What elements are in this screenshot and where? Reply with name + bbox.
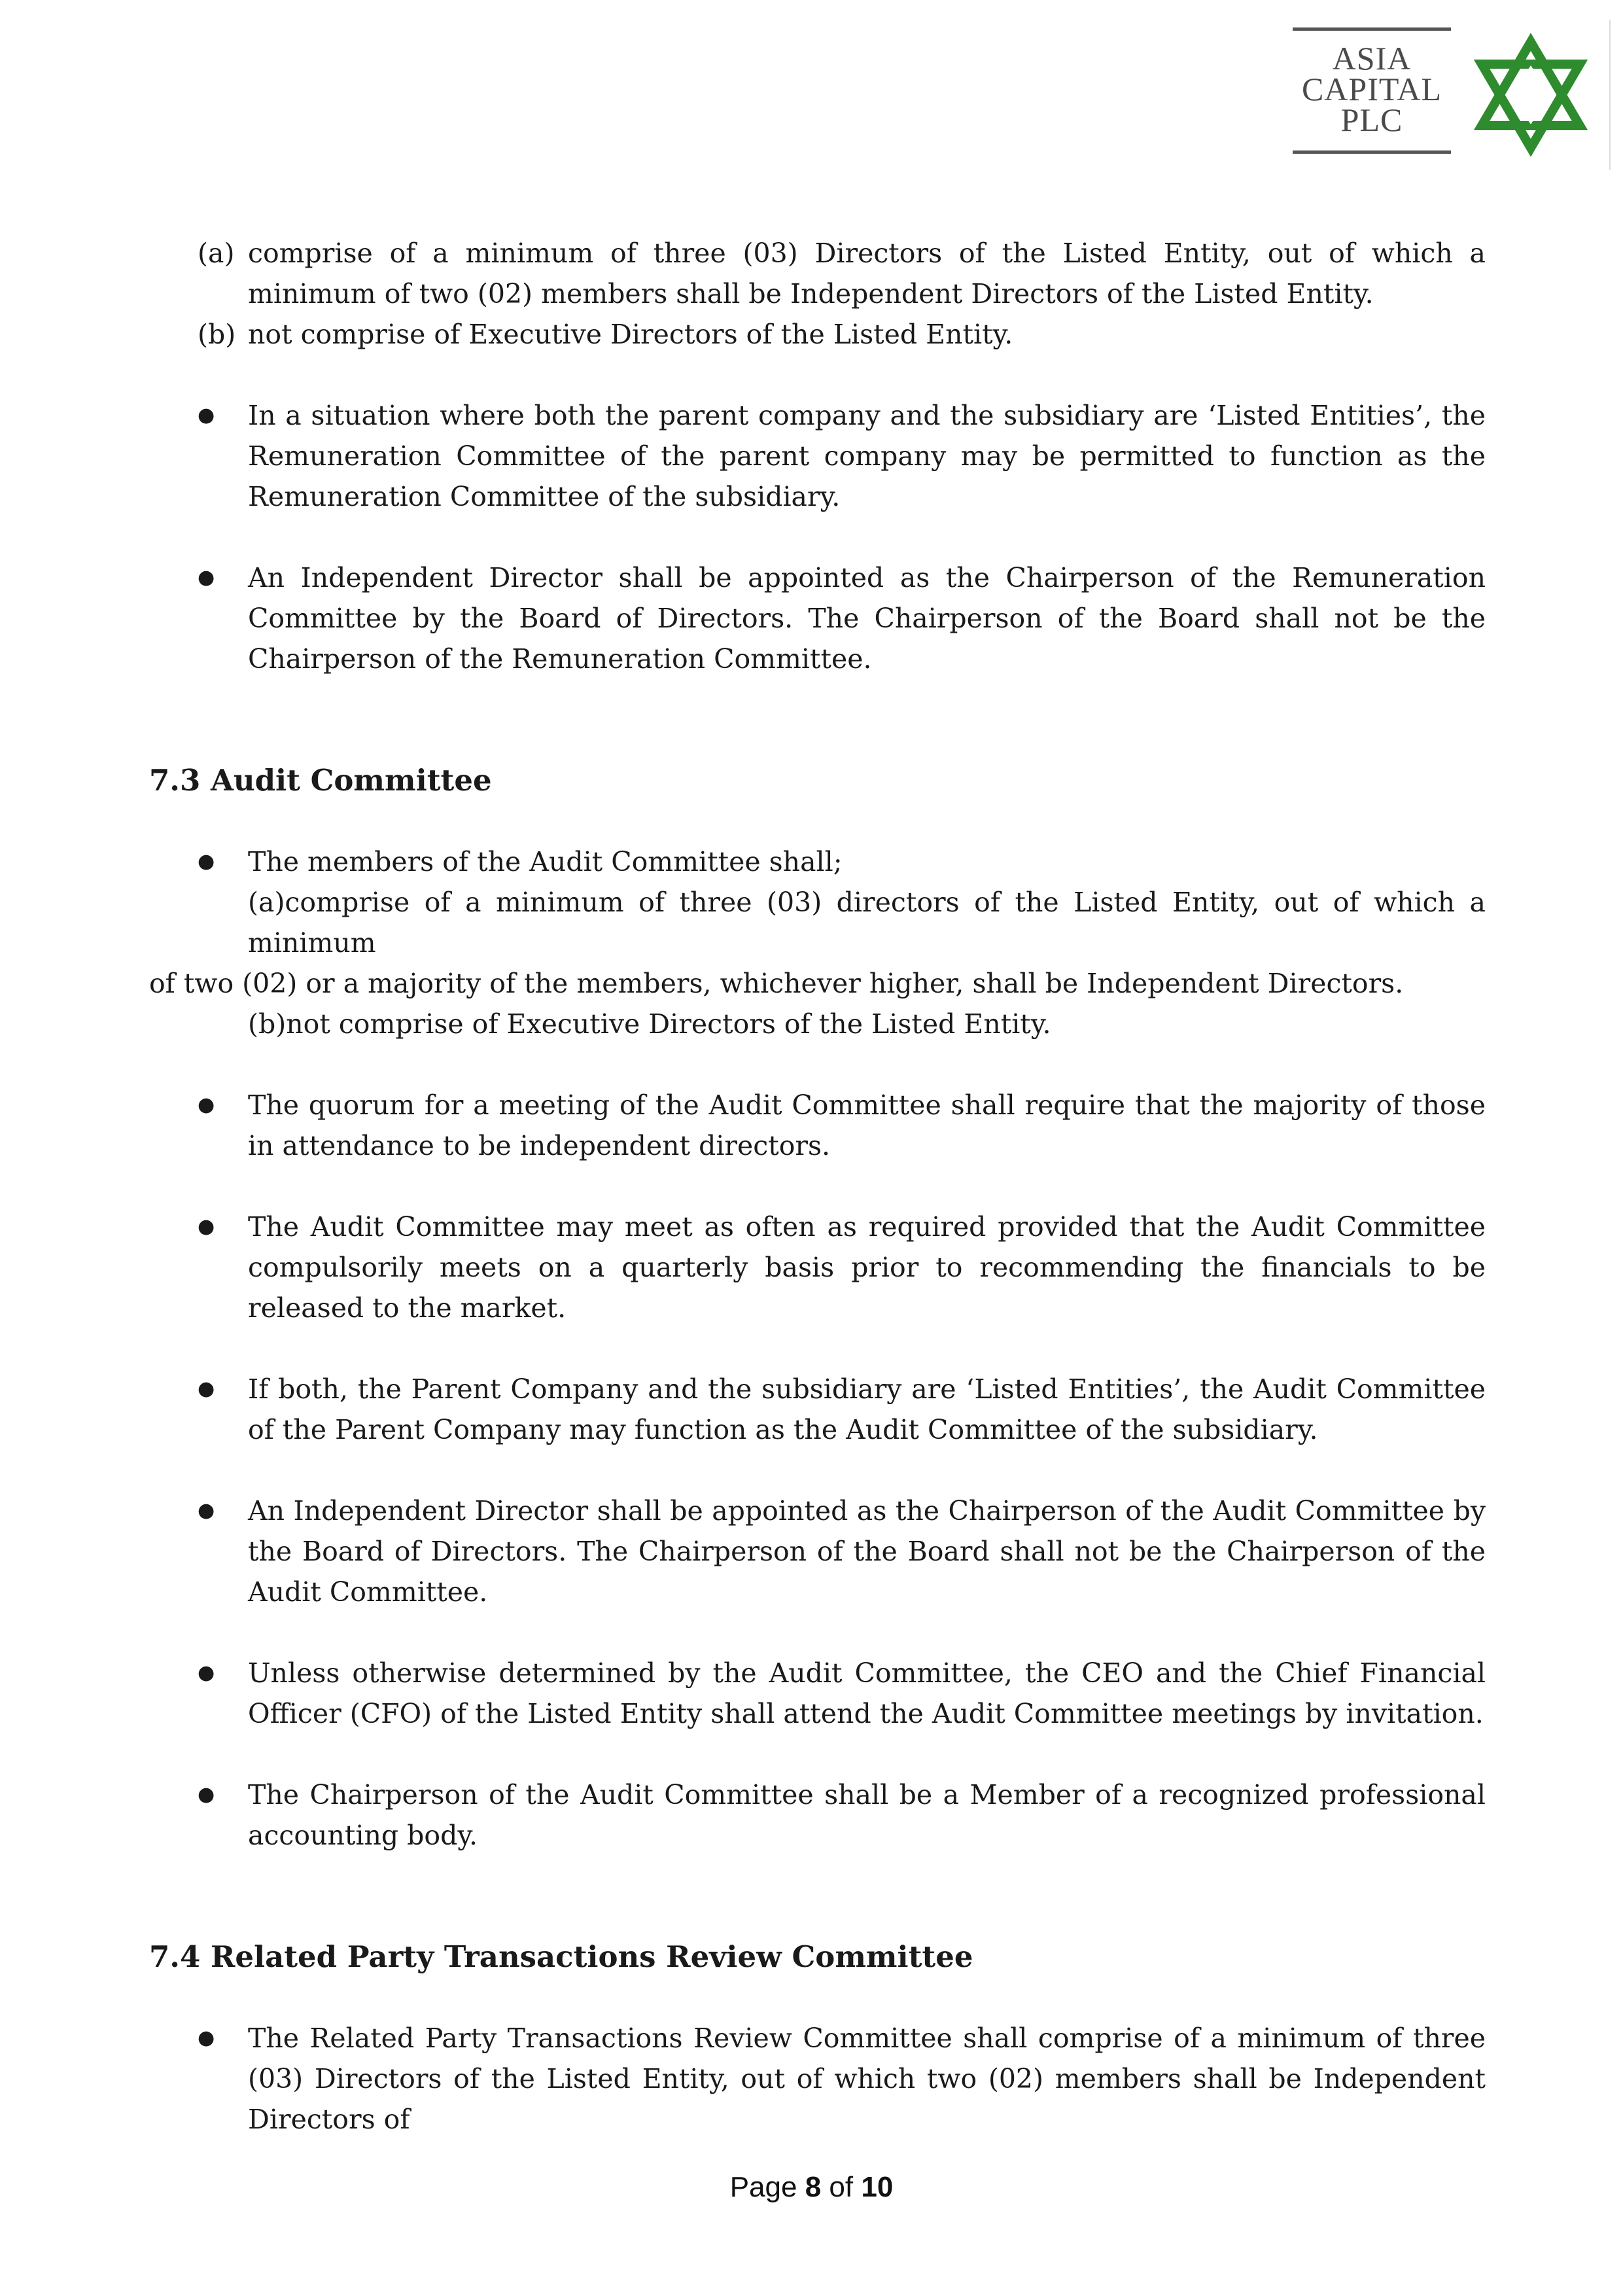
page-number — [0, 2171, 1623, 2204]
current-page: 8 — [805, 2171, 822, 2203]
bullet-item — [149, 1653, 1486, 1734]
bullet-text: In a situation where both the parent company and the subsidiary are ‘Listed Entities’, the Remuneration Committee of the parent company may be permitted to function as the Remuneration Committee of the subsidiary. — [248, 400, 1486, 512]
bullet-item — [149, 2018, 1486, 2140]
sub-item-a-line-1: (a)comprise of a minimum of three (03) directors of the Listed Entity, out of which a minimum — [248, 887, 1486, 959]
bullet-icon: ● — [198, 850, 215, 873]
list-marker: (b) — [198, 319, 236, 350]
bullet-text: The Chairperson of the Audit Committee shall be a Member of a recognized professional accounting body. — [248, 1779, 1486, 1851]
bullet-item — [149, 1775, 1486, 1856]
bullet-text: An Independent Director shall be appointed as the Chairperson of the Remuneration Committee by the Board of Directors. The Chairperson of the Board shall not be the Chairperson of the Remuneration Committee. — [248, 562, 1486, 675]
list-marker: (a) — [198, 238, 235, 269]
bullet-item — [149, 395, 1486, 517]
sub-item-a-line-2: of two (02) or a majority of the members, whichever higher, shall be Independent Directors. — [149, 968, 1404, 999]
total-pages: 10 — [861, 2171, 894, 2203]
section-heading-audit: 7.3 Audit Committee — [149, 763, 492, 798]
section-heading-rpt: 7.4 Related Party Transactions Review Committee — [149, 1939, 973, 1974]
list-item-text: not comprise of Executive Directors of the Listed Entity. — [248, 319, 1013, 350]
sub-item-b: (b)not comprise of Executive Directors of the Listed Entity. — [248, 1008, 1051, 1040]
list-item-text: comprise of a minimum of three (03) Directors of the Listed Entity, out of which a minimum of two (02) members shall be Independent Directors of the Listed Entity. — [248, 238, 1486, 309]
bullet-item — [149, 557, 1486, 679]
bullet-icon: ● — [198, 1093, 215, 1116]
bullet-icon: ● — [198, 404, 215, 427]
bullet-item — [149, 1491, 1486, 1612]
list-item — [149, 314, 1486, 355]
logo-top-rule — [1293, 27, 1451, 31]
page-of-label: of — [829, 2171, 854, 2203]
bullet-text: The quorum for a meeting of the Audit Committee shall require that the majority of those in attendance to be independent directors. — [248, 1089, 1486, 1161]
bullet-item — [149, 1369, 1486, 1450]
bullet-text: If both, the Parent Company and the subsidiary are ‘Listed Entities’, the Audit Committee of the Parent Company may function as the Audit Committee of the subsidiary. — [248, 1373, 1486, 1445]
logo-bottom-rule — [1293, 150, 1451, 154]
bullet-text: The Related Party Transactions Review Committee shall comprise of a minimum of three (03) Directors of the Listed Entity, out of which two (02) members shall be Independent Directors of — [248, 2022, 1486, 2135]
bullet-icon: ● — [198, 566, 215, 589]
bullet-item — [149, 841, 1486, 882]
star-of-david-icon — [1472, 33, 1590, 157]
bullet-text: An Independent Director shall be appointed as the Chairperson of the Audit Committee by the Board of Directors. The Chairperson of the Board shall not be the Chairperson of the Audit Committee. — [248, 1495, 1486, 1608]
document-body — [149, 233, 1486, 2140]
logo-line-2: CAPITAL — [1301, 71, 1442, 107]
list-item — [149, 233, 1486, 314]
bullet-icon: ● — [198, 1215, 215, 1238]
logo-line-1: ASIA — [1332, 40, 1412, 77]
bullet-item — [149, 1207, 1486, 1328]
bullet-item — [149, 1085, 1486, 1166]
company-logo — [1282, 20, 1611, 170]
bullet-icon: ● — [198, 1661, 215, 1684]
bullet-icon: ● — [198, 1377, 215, 1400]
bullet-text: Unless otherwise determined by the Audit Committee, the CEO and the Chief Financial Officer (CFO) of the Listed Entity shall attend the Audit Committee meetings by invitation. — [248, 1657, 1486, 1729]
logo-wordmark — [1293, 40, 1451, 138]
bullet-icon: ● — [198, 2026, 215, 2049]
bullet-icon: ● — [198, 1783, 215, 1806]
bullet-text: The members of the Audit Committee shall; — [248, 846, 843, 877]
bullet-icon: ● — [198, 1499, 215, 1522]
page-label: Page — [729, 2171, 797, 2203]
logo-line-3: PLC — [1340, 101, 1403, 138]
bullet-text: The Audit Committee may meet as often as required provided that the Audit Committee compulsorily meets on a quarterly basis prior to recommending the financials to be released to the market. — [248, 1211, 1486, 1324]
